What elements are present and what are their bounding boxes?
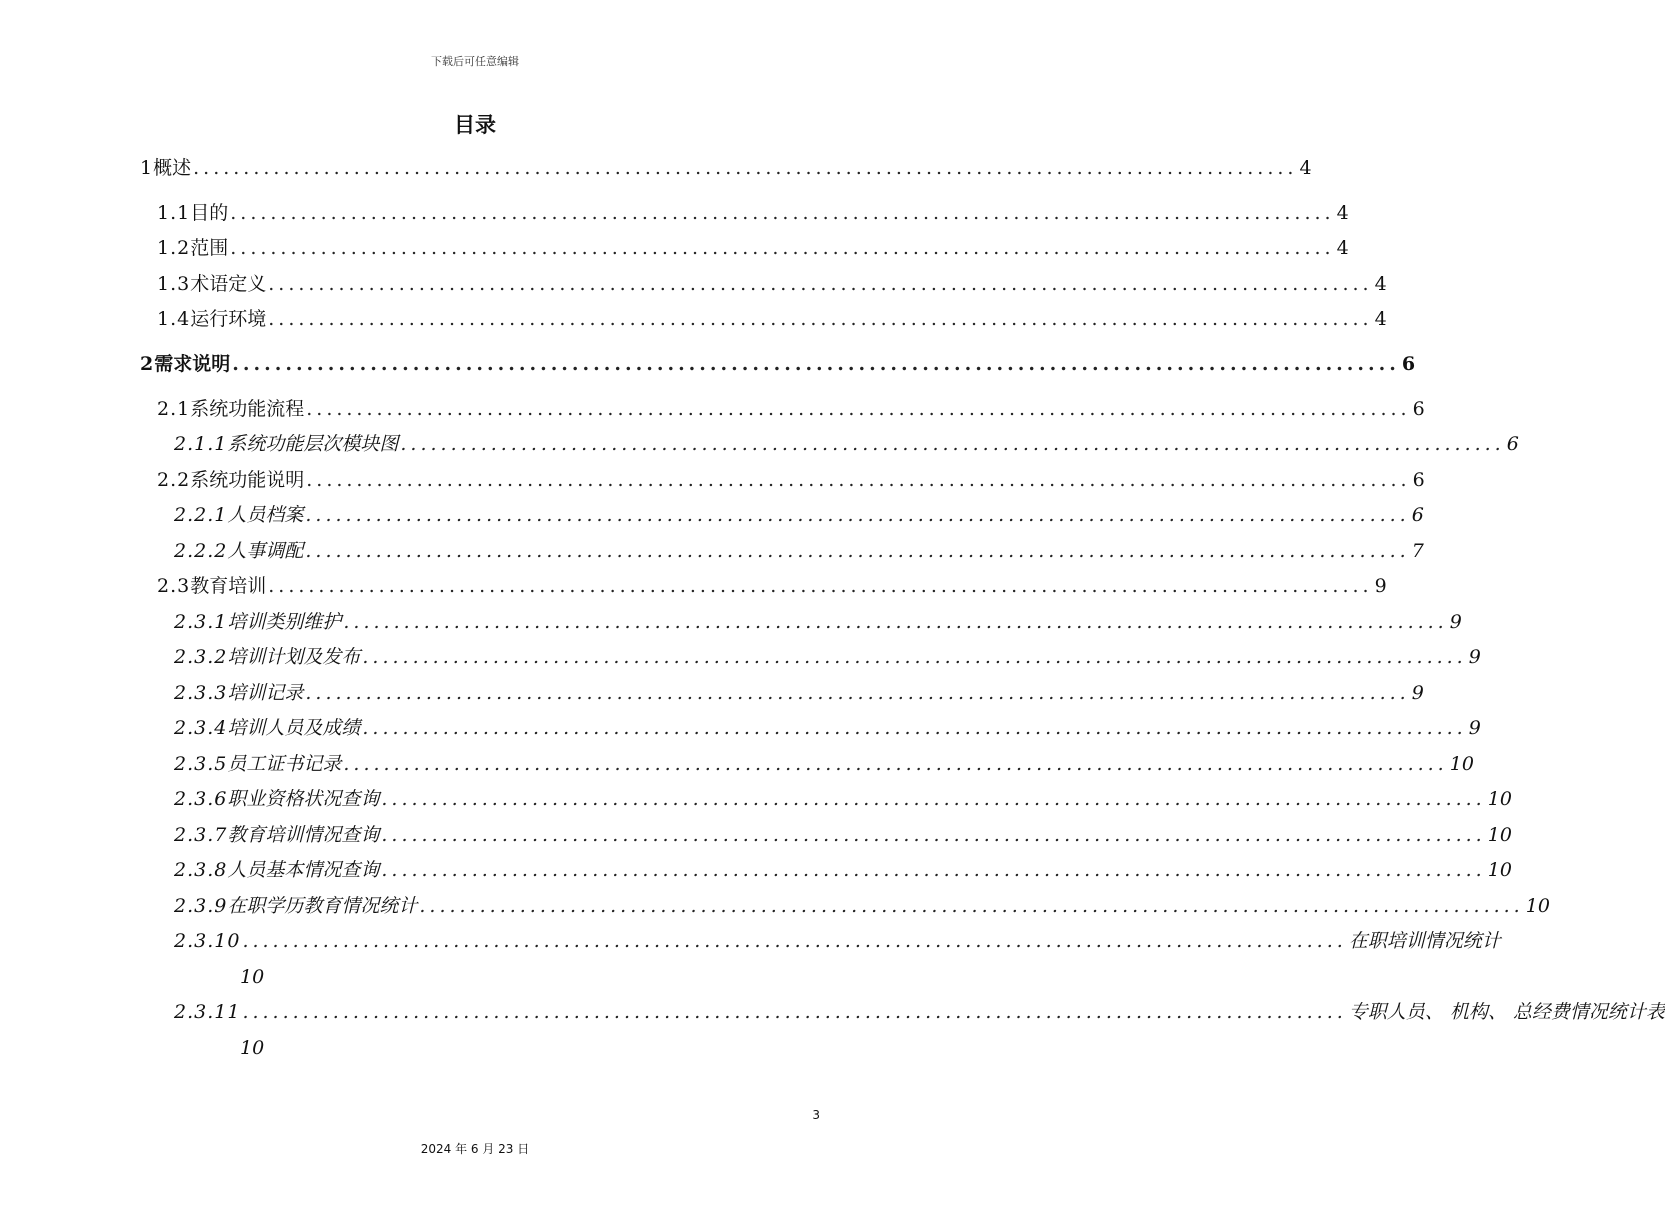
toc-entry-2-3-9[interactable] <box>174 892 1550 920</box>
toc-entry-page: 10 <box>240 1037 265 1059</box>
toc-entry-2-3-8[interactable] <box>174 856 1512 884</box>
toc-entry-title: 人员基本情况查询 <box>227 859 380 881</box>
toc-entry-title: 职业资格状况查询 <box>227 788 380 810</box>
toc-entry-number: 2.3.8 <box>174 859 228 881</box>
toc-entry-title: 需求说明 <box>154 353 231 375</box>
toc-entry-title: 目的 <box>190 202 229 224</box>
toc-entry-number: 2.1 <box>157 398 191 420</box>
toc-entry-number: 2.3.7 <box>174 824 228 846</box>
toc-entry-number: 1.4 <box>157 308 191 330</box>
toc-entry-number: 1.1 <box>157 202 191 224</box>
toc-entry-number: 2.3.5 <box>174 753 228 775</box>
dot-leader: .............................................................................................................. <box>343 753 1448 775</box>
dot-leader: .............................................................................................................. <box>232 353 1400 375</box>
toc-entry-2-1[interactable] <box>157 395 1425 423</box>
toc-entry-page: 6 <box>1412 469 1425 491</box>
dot-leader: .............................................................................................................. <box>242 1001 1347 1023</box>
toc-entry-number: 2.3.2 <box>174 646 228 668</box>
toc-entry-page: 10 <box>1487 859 1512 881</box>
toc-entry-2-2-1[interactable] <box>174 501 1424 529</box>
dot-leader: .............................................................................................................. <box>419 895 1524 917</box>
toc-entry-page: 9 <box>1449 611 1462 633</box>
toc-entry-title: 培训记录 <box>227 682 304 704</box>
dot-leader: .............................................................................................................. <box>230 237 1335 259</box>
dot-leader: .............................................................................................................. <box>381 824 1486 846</box>
toc-entry-page: 9 <box>1468 717 1481 739</box>
page-footer-date: 2024 年 6 月 23 日 <box>420 1142 530 1156</box>
toc-entry-number: 1.2 <box>157 237 191 259</box>
toc-entry-title: 概述 <box>153 157 192 179</box>
toc-entry-title: 在职培训情况统计 <box>1348 930 1501 952</box>
page-header: 下载后可任意编辑 <box>431 55 519 68</box>
toc-entry-page: 10 <box>1487 824 1512 846</box>
dot-leader: .............................................................................................................. <box>268 273 1373 295</box>
toc-entry-page: 6 <box>1411 504 1424 526</box>
toc-entry-2-3-5[interactable] <box>174 750 1474 778</box>
toc-entry-number: 2.3.10 <box>174 930 241 952</box>
dot-leader: .............................................................................................................. <box>381 788 1486 810</box>
dot-leader: .............................................................................................................. <box>268 308 1373 330</box>
toc-entry-number: 2.3.6 <box>174 788 228 810</box>
toc-entry-page: 10 <box>1525 895 1550 917</box>
toc-entry-number: 2.3.4 <box>174 717 228 739</box>
toc-entry-1-4[interactable] <box>157 305 1387 333</box>
toc-entry-page: 4 <box>1336 237 1349 259</box>
toc-entry-2-2[interactable] <box>157 466 1425 494</box>
toc-entry-title: 在职学历教育情况统计 <box>227 895 418 917</box>
toc-entry-page: 9 <box>1374 575 1387 597</box>
toc-entry-2-3-2[interactable] <box>174 643 1481 671</box>
toc-entry-page: 4 <box>1299 157 1312 179</box>
toc-entry-title: 培训计划及发布 <box>227 646 361 668</box>
toc-entry-page: 4 <box>1374 308 1387 330</box>
toc-entry-title: 教育培训 <box>190 575 267 597</box>
toc-entry-2-3[interactable] <box>157 572 1387 600</box>
dot-leader: .............................................................................................................. <box>381 859 1486 881</box>
toc-entry-1-3[interactable] <box>157 270 1387 298</box>
toc-entry-2-3-6[interactable] <box>174 785 1512 813</box>
dot-leader: .............................................................................................................. <box>362 717 1467 739</box>
toc-entry-title: 教育培训情况查询 <box>227 824 380 846</box>
toc-entry-2-3-1[interactable] <box>174 608 1462 636</box>
toc-entry-page: 4 <box>1336 202 1349 224</box>
page-number: 3 <box>812 1108 820 1122</box>
toc-entry-title: 术语定义 <box>190 273 267 295</box>
dot-leader: .............................................................................................................. <box>362 646 1467 668</box>
toc-entry-title: 系统功能说明 <box>190 469 305 491</box>
toc-entry-page: 10 <box>1449 753 1474 775</box>
toc-entry-title: 运行环境 <box>190 308 267 330</box>
dot-leader: .............................................................................................................. <box>305 504 1410 526</box>
toc-entry-page: 7 <box>1411 540 1424 562</box>
toc-entry-number: 2.2.2 <box>174 540 228 562</box>
dot-leader: .............................................................................................................. <box>306 469 1411 491</box>
toc-entry-page: 6 <box>1506 433 1519 455</box>
toc-entry-page: 6 <box>1401 353 1416 375</box>
toc-entry-1-1[interactable] <box>157 199 1349 227</box>
toc-entry-number: 1.3 <box>157 273 191 295</box>
toc-entry-1[interactable] <box>140 154 1312 182</box>
toc-entry-2[interactable] <box>140 350 1416 378</box>
toc-entry-page: 6 <box>1412 398 1425 420</box>
toc-entry-number: 2.3.3 <box>174 682 228 704</box>
toc-entry-2-3-7[interactable] <box>174 821 1512 849</box>
dot-leader: .............................................................................................................. <box>306 398 1411 420</box>
dot-leader: .............................................................................................................. <box>343 611 1448 633</box>
toc-entry-2-3-4[interactable] <box>174 714 1481 742</box>
toc-entry-number: 2.2 <box>157 469 191 491</box>
toc-entry-page: 4 <box>1374 273 1387 295</box>
toc-entry-number: 2.3 <box>157 575 191 597</box>
toc-entry-title: 系统功能层次模块图 <box>227 433 399 455</box>
toc-entry-title: 员工证书记录 <box>227 753 342 775</box>
toc-entry-title: 人事调配 <box>227 540 304 562</box>
toc-entry-number: 2.3.11 <box>174 1001 241 1023</box>
toc-entry-page: 9 <box>1411 682 1424 704</box>
toc-entry-title: 人员档案 <box>227 504 304 526</box>
dot-leader: .............................................................................................................. <box>193 157 1298 179</box>
toc-entry-title: 培训人员及成绩 <box>227 717 361 739</box>
toc-entry-2-3-3[interactable] <box>174 679 1424 707</box>
toc-entry-2-1-1[interactable] <box>174 430 1519 458</box>
toc-entry-page: 9 <box>1468 646 1481 668</box>
toc-entry-2-3-10[interactable] <box>174 927 1501 955</box>
dot-leader: .............................................................................................................. <box>305 540 1410 562</box>
dot-leader: .............................................................................................................. <box>400 433 1505 455</box>
dot-leader: .............................................................................................................. <box>242 930 1347 952</box>
toc-entry-page: 10 <box>1487 788 1512 810</box>
dot-leader: .............................................................................................................. <box>305 682 1410 704</box>
toc-entry-number: 2.1.1 <box>174 433 228 455</box>
toc-entry-number: 2.2.1 <box>174 504 228 526</box>
toc-entry-title: 专职人员、 机构、 总经费情况统计表 <box>1348 1001 1665 1023</box>
toc-entry-number: 2.3.1 <box>174 611 228 633</box>
toc-entry-2-2-2[interactable] <box>174 537 1424 565</box>
toc-entry-number: 2.3.9 <box>174 895 228 917</box>
toc-entry-page: 10 <box>240 966 265 988</box>
dot-leader: .............................................................................................................. <box>230 202 1335 224</box>
toc-entry-number: 2 <box>140 353 155 375</box>
toc-title: 目录 <box>454 113 496 137</box>
toc-entry-title: 范围 <box>190 237 229 259</box>
toc-entry-title: 培训类别维护 <box>227 611 342 633</box>
toc-entry-title: 系统功能流程 <box>190 398 305 420</box>
dot-leader: .............................................................................................................. <box>268 575 1373 597</box>
toc-entry-2-3-11[interactable] <box>174 998 1665 1026</box>
toc-entry-1-2[interactable] <box>157 234 1349 262</box>
toc-entry-number: 1 <box>140 157 154 179</box>
